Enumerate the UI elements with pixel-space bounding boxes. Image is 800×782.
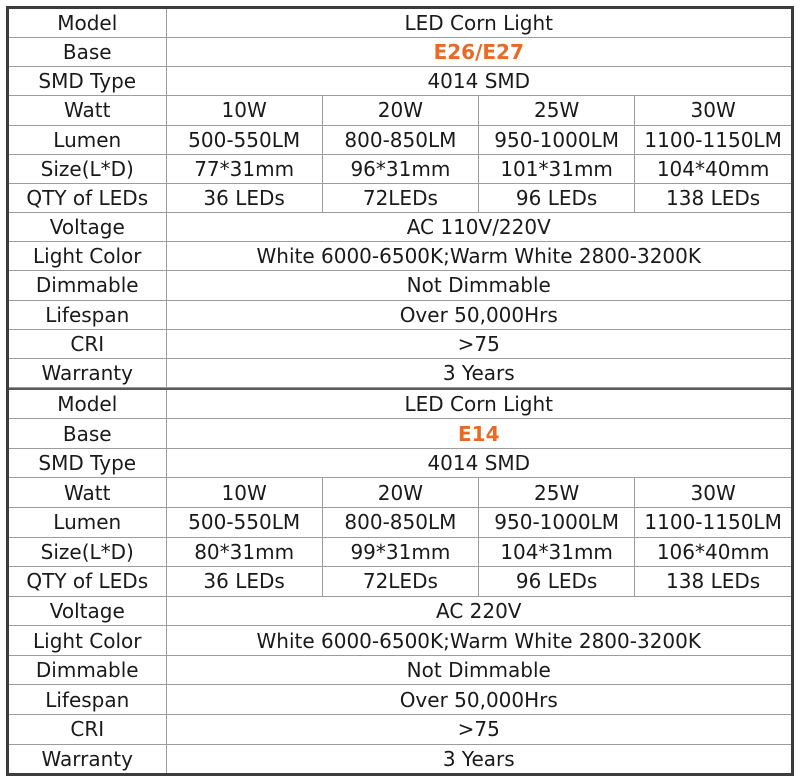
label-warranty: Warranty	[9, 358, 166, 387]
watt-cell: 25W	[479, 96, 635, 125]
row-size	[9, 537, 791, 567]
label-qty-leds: QTY of LEDs	[9, 183, 166, 212]
spec-table-e14	[9, 390, 791, 773]
lumen-cell: 800-850LM	[322, 508, 478, 538]
size-cell: 80*31mm	[166, 537, 322, 567]
value-voltage: AC 110V/220V	[166, 213, 791, 242]
row-cri	[9, 714, 791, 744]
label-lifespan: Lifespan	[9, 300, 166, 329]
label-warranty: Warranty	[9, 744, 166, 773]
row-voltage	[9, 213, 791, 242]
label-model: Model	[9, 390, 166, 419]
label-cri: CRI	[9, 714, 166, 744]
watt-cell: 20W	[322, 96, 478, 125]
row-smd-type	[9, 448, 791, 478]
size-cell: 77*31mm	[166, 154, 322, 183]
size-cell: 96*31mm	[322, 154, 478, 183]
row-smd-type	[9, 67, 791, 96]
label-base: Base	[9, 419, 166, 449]
lumen-cell: 950-1000LM	[479, 125, 635, 154]
label-size: Size(L*D)	[9, 154, 166, 183]
qty-cell: 72LEDs	[322, 567, 478, 597]
row-light-color	[9, 242, 791, 271]
lumen-cell: 1100-1150LM	[635, 125, 791, 154]
value-dimmable: Not Dimmable	[166, 271, 791, 300]
lumen-cell: 500-550LM	[166, 508, 322, 538]
qty-cell: 138 LEDs	[635, 183, 791, 212]
watt-cell: 30W	[635, 96, 791, 125]
label-lumen: Lumen	[9, 125, 166, 154]
label-model: Model	[9, 9, 166, 37]
value-cri: >75	[166, 714, 791, 744]
row-base	[9, 419, 791, 449]
size-cell: 106*40mm	[635, 537, 791, 567]
row-qty-leds	[9, 567, 791, 597]
value-cri: >75	[166, 329, 791, 358]
value-lifespan: Over 50,000Hrs	[166, 685, 791, 715]
label-cri: CRI	[9, 329, 166, 358]
label-base: Base	[9, 37, 166, 66]
label-voltage: Voltage	[9, 596, 166, 626]
size-cell: 99*31mm	[322, 537, 478, 567]
value-warranty: 3 Years	[166, 744, 791, 773]
row-qty-leds	[9, 183, 791, 212]
row-lifespan	[9, 300, 791, 329]
value-smd-type: 4014 SMD	[166, 448, 791, 478]
qty-cell: 72LEDs	[322, 183, 478, 212]
label-qty-leds: QTY of LEDs	[9, 567, 166, 597]
row-size	[9, 154, 791, 183]
lumen-cell: 800-850LM	[322, 125, 478, 154]
label-watt: Watt	[9, 478, 166, 508]
label-dimmable: Dimmable	[9, 271, 166, 300]
qty-cell: 36 LEDs	[166, 183, 322, 212]
label-lifespan: Lifespan	[9, 685, 166, 715]
row-warranty	[9, 744, 791, 773]
label-dimmable: Dimmable	[9, 655, 166, 685]
value-model: LED Corn Light	[166, 390, 791, 419]
qty-cell: 138 LEDs	[635, 567, 791, 597]
spec-table	[9, 9, 791, 387]
lumen-cell: 950-1000LM	[479, 508, 635, 538]
value-voltage: AC 220V	[166, 596, 791, 626]
label-smd-type: SMD Type	[9, 448, 166, 478]
label-size: Size(L*D)	[9, 537, 166, 567]
value-base: E14	[166, 419, 791, 449]
value-light-color: White 6000-6500K;Warm White 2800-3200K	[166, 626, 791, 656]
row-lumen	[9, 508, 791, 538]
watt-cell: 25W	[479, 478, 635, 508]
label-lumen: Lumen	[9, 508, 166, 538]
row-model	[9, 390, 791, 419]
value-smd-type: 4014 SMD	[166, 67, 791, 96]
value-model: LED Corn Light	[166, 9, 791, 37]
value-light-color: White 6000-6500K;Warm White 2800-3200K	[166, 242, 791, 271]
row-voltage	[9, 596, 791, 626]
watt-cell: 30W	[635, 478, 791, 508]
label-light-color: Light Color	[9, 626, 166, 656]
size-cell: 104*31mm	[479, 537, 635, 567]
qty-cell: 96 LEDs	[479, 183, 635, 212]
lumen-cell: 500-550LM	[166, 125, 322, 154]
spec-sheet	[6, 6, 794, 776]
spec-table-e26-e27	[9, 9, 791, 387]
row-warranty	[9, 358, 791, 387]
row-lumen	[9, 125, 791, 154]
label-light-color: Light Color	[9, 242, 166, 271]
row-dimmable	[9, 271, 791, 300]
row-dimmable	[9, 655, 791, 685]
value-dimmable: Not Dimmable	[166, 655, 791, 685]
row-cri	[9, 329, 791, 358]
label-voltage: Voltage	[9, 213, 166, 242]
row-light-color	[9, 626, 791, 656]
label-smd-type: SMD Type	[9, 67, 166, 96]
row-watt	[9, 96, 791, 125]
label-watt: Watt	[9, 96, 166, 125]
row-watt	[9, 478, 791, 508]
value-lifespan: Over 50,000Hrs	[166, 300, 791, 329]
row-model	[9, 9, 791, 37]
value-warranty: 3 Years	[166, 358, 791, 387]
watt-cell: 10W	[166, 478, 322, 508]
size-cell: 101*31mm	[479, 154, 635, 183]
watt-cell: 20W	[322, 478, 478, 508]
row-lifespan	[9, 685, 791, 715]
lumen-cell: 1100-1150LM	[635, 508, 791, 538]
watt-cell: 10W	[166, 96, 322, 125]
value-base: E26/E27	[166, 37, 791, 66]
size-cell: 104*40mm	[635, 154, 791, 183]
qty-cell: 96 LEDs	[479, 567, 635, 597]
qty-cell: 36 LEDs	[166, 567, 322, 597]
spec-table	[9, 390, 791, 773]
row-base	[9, 37, 791, 66]
